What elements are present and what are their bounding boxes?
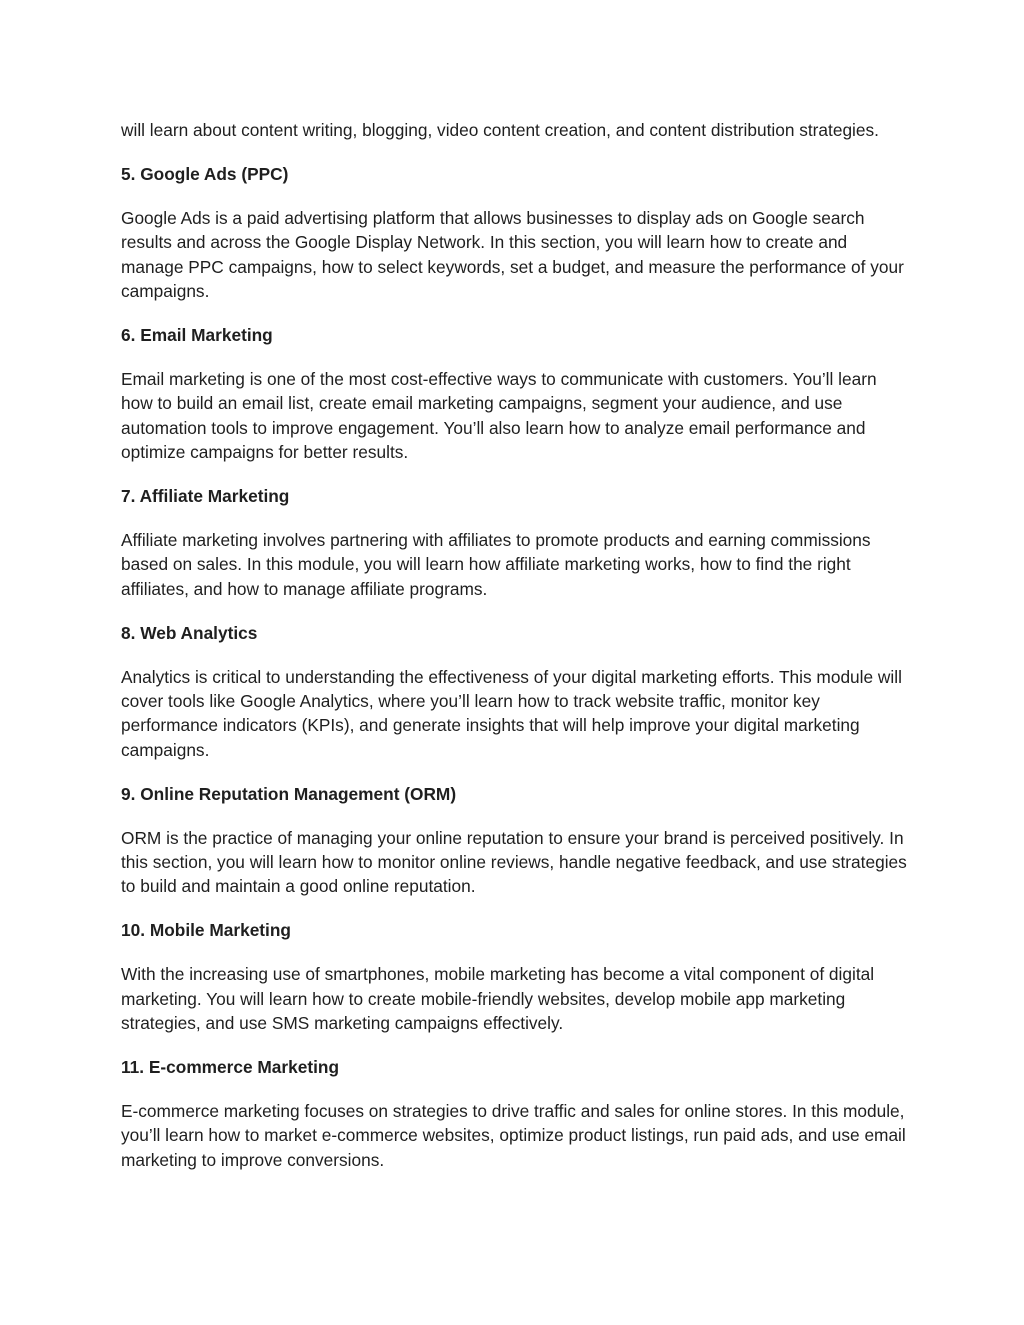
section-body-orm: ORM is the practice of managing your online reputation to ensure your brand is perceived positively. In this section, you will learn how to monitor online reviews, handle negative feedback, and use strategies to build and maintain a good online reputation. (121, 827, 907, 897)
section-body-mobile-marketing: With the increasing use of smartphones, mobile marketing has become a vital component of digital marketing. You will learn how to create mobile-friendly websites, develop mobile app marketing strategies, and use SMS marketing campaigns effectively. (121, 964, 875, 1033)
section-heading-email-marketing: 6. Email Marketing (121, 324, 273, 345)
section-heading-web-analytics: 8. Web Analytics (121, 622, 258, 643)
section-body-google-ads: Google Ads is a paid advertising platform that allows businesses to display ads on Google search results and across the Google Display Network. In this section, you will learn how to create and manage PPC campaigns, how to select keywords, set a budget, and measure the performance of your campaigns. (121, 207, 904, 302)
section-heading-google-ads: 5. Google Ads (PPC) (121, 163, 289, 184)
document-body (121, 118, 911, 1192)
section-heading-ecommerce-marketing: 11. E-commerce Marketing (121, 1056, 340, 1077)
section-body-ecommerce-marketing: E-commerce marketing focuses on strategies to drive traffic and sales for online stores. In this module, you’ll learn how to market e-commerce websites, optimize product listings, run paid ads, and use email marketing to improve conversions. (121, 1100, 906, 1170)
section-heading-affiliate-marketing: 7. Affiliate Marketing (121, 485, 290, 506)
section-heading-orm: 9. Online Reputation Management (ORM) (121, 783, 457, 804)
section-heading-mobile-marketing: 10. Mobile Marketing (121, 920, 291, 941)
section-body-affiliate-marketing: Affiliate marketing involves partnering with affiliates to promote products and earning commissions based on sales. In this module, you will learn how affiliate marketing works, how to find the right affiliates, and how to manage affiliate programs. (121, 529, 871, 599)
section-body-email-marketing: Email marketing is one of the most cost-effective ways to communicate with customers. You’ll learn how to build an email list, create email marketing campaigns, segment your audience, and use automation tools to improve engagement. You’ll also learn how to analyze email performance and optimize campaigns for better results. (121, 368, 877, 463)
section-body-web-analytics: Analytics is critical to understanding the effectiveness of your digital marketing efforts. This module will cover tools like Google Analytics, where you’ll learn how to track website traffic, monitor key performance indicators (KPIs), and generate insights that will help improve your digital marketing campaigns. (121, 666, 902, 760)
intro-paragraph: will learn about content writing, blogging, video content creation, and content distribution strategies. (121, 120, 879, 140)
